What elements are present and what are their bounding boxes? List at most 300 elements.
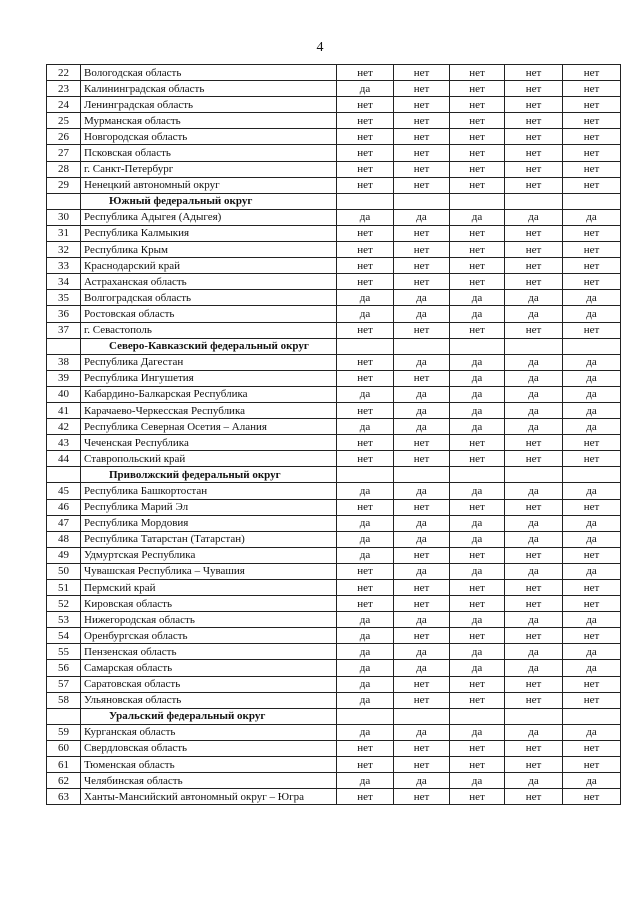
value-cell: да bbox=[505, 660, 563, 676]
district-empty-cell bbox=[563, 467, 621, 483]
district-empty-cell bbox=[505, 338, 563, 354]
value-cell: да bbox=[563, 563, 621, 579]
region-name: Волгоградская область bbox=[81, 290, 337, 306]
value-cell: да bbox=[394, 724, 450, 740]
value-cell: да bbox=[337, 531, 394, 547]
table-row bbox=[47, 113, 621, 129]
region-name: Кировская область bbox=[81, 596, 337, 612]
value-cell: нет bbox=[450, 161, 505, 177]
value-cell: нет bbox=[563, 225, 621, 241]
region-name: г. Санкт-Петербург bbox=[81, 161, 337, 177]
value-cell: нет bbox=[394, 97, 450, 113]
value-cell: нет bbox=[450, 129, 505, 145]
table-row bbox=[47, 97, 621, 113]
value-cell: нет bbox=[563, 242, 621, 258]
value-cell: нет bbox=[563, 692, 621, 708]
region-name: Ленинградская область bbox=[81, 97, 337, 113]
value-cell: да bbox=[563, 419, 621, 435]
table-row bbox=[47, 290, 621, 306]
region-name: Курганская область bbox=[81, 724, 337, 740]
row-number: 31 bbox=[47, 225, 81, 241]
value-cell: да bbox=[394, 515, 450, 531]
value-cell: да bbox=[450, 515, 505, 531]
table-row bbox=[47, 757, 621, 773]
table-row bbox=[47, 402, 621, 418]
value-cell: нет bbox=[337, 402, 394, 418]
value-cell: нет bbox=[337, 97, 394, 113]
value-cell: да bbox=[394, 773, 450, 789]
value-cell: нет bbox=[337, 177, 394, 193]
value-cell: нет bbox=[394, 740, 450, 756]
row-number: 59 bbox=[47, 724, 81, 740]
value-cell: да bbox=[563, 773, 621, 789]
region-name: Ненецкий автономный округ bbox=[81, 177, 337, 193]
region-name: Республика Марий Эл bbox=[81, 499, 337, 515]
table-row bbox=[47, 612, 621, 628]
value-cell: нет bbox=[450, 740, 505, 756]
row-number: 62 bbox=[47, 773, 81, 789]
region-name: Калининградская область bbox=[81, 81, 337, 97]
region-name: Нижегородская область bbox=[81, 612, 337, 628]
row-number: 38 bbox=[47, 354, 81, 370]
row-number: 43 bbox=[47, 435, 81, 451]
value-cell: да bbox=[563, 386, 621, 402]
row-number: 50 bbox=[47, 563, 81, 579]
table-row bbox=[47, 161, 621, 177]
value-cell: нет bbox=[337, 451, 394, 467]
value-cell: нет bbox=[505, 757, 563, 773]
row-number: 41 bbox=[47, 402, 81, 418]
value-cell: да bbox=[563, 531, 621, 547]
row-number: 48 bbox=[47, 531, 81, 547]
value-cell: да bbox=[337, 209, 394, 225]
row-number: 61 bbox=[47, 757, 81, 773]
value-cell: да bbox=[450, 644, 505, 660]
regions-table bbox=[46, 64, 621, 805]
district-empty-cell bbox=[563, 338, 621, 354]
value-cell: нет bbox=[450, 435, 505, 451]
value-cell: нет bbox=[394, 628, 450, 644]
value-cell: нет bbox=[505, 692, 563, 708]
value-cell: нет bbox=[563, 580, 621, 596]
table-row bbox=[47, 628, 621, 644]
value-cell: да bbox=[505, 370, 563, 386]
table-row bbox=[47, 386, 621, 402]
value-cell: да bbox=[394, 306, 450, 322]
value-cell: нет bbox=[450, 113, 505, 129]
value-cell: нет bbox=[337, 354, 394, 370]
table-row bbox=[47, 81, 621, 97]
value-cell: да bbox=[337, 644, 394, 660]
region-name: Чеченская Республика bbox=[81, 435, 337, 451]
value-cell: нет bbox=[450, 145, 505, 161]
value-cell: нет bbox=[337, 322, 394, 338]
region-name: Республика Мордовия bbox=[81, 515, 337, 531]
district-empty-cell bbox=[450, 338, 505, 354]
row-number: 37 bbox=[47, 322, 81, 338]
value-cell: нет bbox=[450, 676, 505, 692]
region-name: Республика Калмыкия bbox=[81, 225, 337, 241]
value-cell: нет bbox=[563, 596, 621, 612]
table-row bbox=[47, 145, 621, 161]
district-empty-cell bbox=[450, 708, 505, 724]
table-row bbox=[47, 435, 621, 451]
row-number: 22 bbox=[47, 65, 81, 81]
value-cell: нет bbox=[563, 81, 621, 97]
value-cell: нет bbox=[337, 242, 394, 258]
region-name: Челябинская область bbox=[81, 773, 337, 789]
table-row bbox=[47, 596, 621, 612]
row-number: 63 bbox=[47, 789, 81, 805]
value-cell: да bbox=[563, 644, 621, 660]
value-cell: нет bbox=[563, 161, 621, 177]
district-header-row bbox=[47, 338, 621, 354]
value-cell: нет bbox=[337, 65, 394, 81]
value-cell: да bbox=[450, 386, 505, 402]
value-cell: нет bbox=[394, 177, 450, 193]
value-cell: нет bbox=[394, 322, 450, 338]
value-cell: нет bbox=[505, 499, 563, 515]
page-number: 4 bbox=[316, 40, 324, 55]
row-number: 55 bbox=[47, 644, 81, 660]
region-name: Республика Адыгея (Адыгея) bbox=[81, 209, 337, 225]
value-cell: да bbox=[394, 644, 450, 660]
value-cell: да bbox=[505, 612, 563, 628]
value-cell: да bbox=[394, 612, 450, 628]
value-cell: да bbox=[394, 531, 450, 547]
region-name: Краснодарский край bbox=[81, 258, 337, 274]
region-name: Саратовская область bbox=[81, 676, 337, 692]
value-cell: нет bbox=[337, 596, 394, 612]
value-cell: да bbox=[505, 724, 563, 740]
value-cell: нет bbox=[505, 547, 563, 563]
value-cell: нет bbox=[394, 789, 450, 805]
row-number: 42 bbox=[47, 419, 81, 435]
value-cell: нет bbox=[450, 274, 505, 290]
region-name: Астраханская область bbox=[81, 274, 337, 290]
row-number: 36 bbox=[47, 306, 81, 322]
value-cell: нет bbox=[450, 322, 505, 338]
district-empty-cell bbox=[394, 467, 450, 483]
row-number: 51 bbox=[47, 580, 81, 596]
table-row bbox=[47, 692, 621, 708]
value-cell: нет bbox=[505, 676, 563, 692]
value-cell: нет bbox=[450, 65, 505, 81]
value-cell: нет bbox=[394, 692, 450, 708]
value-cell: нет bbox=[505, 435, 563, 451]
value-cell: да bbox=[563, 370, 621, 386]
region-name: Самарская область bbox=[81, 660, 337, 676]
row-number: 35 bbox=[47, 290, 81, 306]
value-cell: нет bbox=[394, 274, 450, 290]
value-cell: да bbox=[450, 563, 505, 579]
value-cell: нет bbox=[337, 757, 394, 773]
value-cell: да bbox=[563, 660, 621, 676]
table-row bbox=[47, 225, 621, 241]
district-empty-cell bbox=[563, 193, 621, 209]
row-number: 32 bbox=[47, 242, 81, 258]
value-cell: нет bbox=[394, 499, 450, 515]
value-cell: нет bbox=[450, 451, 505, 467]
district-number-cell bbox=[47, 193, 81, 209]
value-cell: да bbox=[450, 402, 505, 418]
table-row bbox=[47, 563, 621, 579]
region-name: г. Севастополь bbox=[81, 322, 337, 338]
value-cell: нет bbox=[450, 499, 505, 515]
value-cell: да bbox=[394, 402, 450, 418]
value-cell: нет bbox=[563, 258, 621, 274]
row-number: 60 bbox=[47, 740, 81, 756]
region-name: Республика Крым bbox=[81, 242, 337, 258]
value-cell: да bbox=[563, 209, 621, 225]
value-cell: нет bbox=[563, 65, 621, 81]
value-cell: нет bbox=[505, 145, 563, 161]
value-cell: нет bbox=[450, 692, 505, 708]
value-cell: нет bbox=[337, 563, 394, 579]
value-cell: нет bbox=[450, 580, 505, 596]
table-row bbox=[47, 789, 621, 805]
value-cell: нет bbox=[505, 129, 563, 145]
value-cell: да bbox=[450, 354, 505, 370]
value-cell: нет bbox=[450, 789, 505, 805]
table-row bbox=[47, 580, 621, 596]
value-cell: нет bbox=[563, 740, 621, 756]
region-name: Ростовская область bbox=[81, 306, 337, 322]
district-number-cell bbox=[47, 708, 81, 724]
row-number: 40 bbox=[47, 386, 81, 402]
value-cell: нет bbox=[563, 274, 621, 290]
value-cell: нет bbox=[337, 499, 394, 515]
table-row bbox=[47, 209, 621, 225]
region-name: Республика Дагестан bbox=[81, 354, 337, 370]
region-name: Ульяновская область bbox=[81, 692, 337, 708]
value-cell: нет bbox=[505, 113, 563, 129]
value-cell: да bbox=[505, 290, 563, 306]
value-cell: да bbox=[337, 660, 394, 676]
value-cell: да bbox=[337, 676, 394, 692]
row-number: 25 bbox=[47, 113, 81, 129]
row-number: 23 bbox=[47, 81, 81, 97]
value-cell: да bbox=[394, 209, 450, 225]
value-cell: нет bbox=[394, 113, 450, 129]
value-cell: нет bbox=[337, 145, 394, 161]
region-name: Псковская область bbox=[81, 145, 337, 161]
region-name: Республика Татарстан (Татарстан) bbox=[81, 531, 337, 547]
value-cell: нет bbox=[563, 789, 621, 805]
row-number: 56 bbox=[47, 660, 81, 676]
district-empty-cell bbox=[337, 338, 394, 354]
value-cell: да bbox=[450, 290, 505, 306]
value-cell: да bbox=[394, 354, 450, 370]
value-cell: нет bbox=[563, 177, 621, 193]
value-cell: нет bbox=[337, 225, 394, 241]
value-cell: нет bbox=[394, 65, 450, 81]
value-cell: нет bbox=[337, 789, 394, 805]
value-cell: нет bbox=[563, 757, 621, 773]
table-row bbox=[47, 660, 621, 676]
value-cell: да bbox=[450, 419, 505, 435]
value-cell: нет bbox=[394, 81, 450, 97]
value-cell: да bbox=[337, 724, 394, 740]
value-cell: да bbox=[394, 483, 450, 499]
value-cell: да bbox=[337, 612, 394, 628]
value-cell: да bbox=[337, 628, 394, 644]
district-empty-cell bbox=[450, 193, 505, 209]
value-cell: да bbox=[505, 419, 563, 435]
row-number: 29 bbox=[47, 177, 81, 193]
table-row bbox=[47, 322, 621, 338]
value-cell: нет bbox=[394, 242, 450, 258]
value-cell: да bbox=[394, 660, 450, 676]
region-name: Пермский край bbox=[81, 580, 337, 596]
district-empty-cell bbox=[337, 193, 394, 209]
region-name: Карачаево-Черкесская Республика bbox=[81, 402, 337, 418]
value-cell: да bbox=[563, 483, 621, 499]
row-number: 53 bbox=[47, 612, 81, 628]
table-row bbox=[47, 419, 621, 435]
value-cell: нет bbox=[337, 258, 394, 274]
value-cell: нет bbox=[505, 81, 563, 97]
value-cell: нет bbox=[394, 161, 450, 177]
value-cell: нет bbox=[505, 97, 563, 113]
district-name: Северо-Кавказский федеральный округ bbox=[81, 338, 337, 354]
value-cell: нет bbox=[563, 129, 621, 145]
value-cell: да bbox=[450, 209, 505, 225]
value-cell: нет bbox=[563, 451, 621, 467]
value-cell: нет bbox=[450, 628, 505, 644]
region-name: Ставропольский край bbox=[81, 451, 337, 467]
value-cell: нет bbox=[394, 757, 450, 773]
district-empty-cell bbox=[505, 193, 563, 209]
table-row bbox=[47, 242, 621, 258]
value-cell: нет bbox=[450, 242, 505, 258]
region-name: Тюменская область bbox=[81, 757, 337, 773]
district-name: Приволжский федеральный округ bbox=[81, 467, 337, 483]
value-cell: нет bbox=[505, 274, 563, 290]
value-cell: да bbox=[337, 692, 394, 708]
value-cell: нет bbox=[563, 322, 621, 338]
value-cell: да bbox=[337, 419, 394, 435]
district-empty-cell bbox=[394, 708, 450, 724]
value-cell: нет bbox=[505, 628, 563, 644]
value-cell: да bbox=[450, 773, 505, 789]
value-cell: нет bbox=[394, 676, 450, 692]
district-name: Уральский федеральный округ bbox=[81, 708, 337, 724]
value-cell: да bbox=[505, 483, 563, 499]
table-row bbox=[47, 531, 621, 547]
value-cell: нет bbox=[394, 580, 450, 596]
district-header-row bbox=[47, 467, 621, 483]
value-cell: нет bbox=[563, 97, 621, 113]
value-cell: нет bbox=[505, 65, 563, 81]
value-cell: нет bbox=[505, 789, 563, 805]
value-cell: нет bbox=[505, 322, 563, 338]
value-cell: нет bbox=[450, 547, 505, 563]
district-empty-cell bbox=[394, 338, 450, 354]
value-cell: нет bbox=[337, 435, 394, 451]
value-cell: нет bbox=[505, 242, 563, 258]
row-number: 27 bbox=[47, 145, 81, 161]
value-cell: да bbox=[505, 402, 563, 418]
row-number: 34 bbox=[47, 274, 81, 290]
row-number: 33 bbox=[47, 258, 81, 274]
row-number: 39 bbox=[47, 370, 81, 386]
row-number: 58 bbox=[47, 692, 81, 708]
value-cell: нет bbox=[394, 129, 450, 145]
table-row bbox=[47, 370, 621, 386]
district-empty-cell bbox=[394, 193, 450, 209]
value-cell: да bbox=[450, 370, 505, 386]
table-row bbox=[47, 547, 621, 563]
row-number: 30 bbox=[47, 209, 81, 225]
table-row bbox=[47, 740, 621, 756]
value-cell: нет bbox=[450, 225, 505, 241]
value-cell: да bbox=[505, 386, 563, 402]
table-row bbox=[47, 515, 621, 531]
value-cell: да bbox=[505, 515, 563, 531]
value-cell: да bbox=[450, 660, 505, 676]
table-row bbox=[47, 644, 621, 660]
table-row bbox=[47, 773, 621, 789]
value-cell: да bbox=[394, 290, 450, 306]
region-name: Республика Ингушетия bbox=[81, 370, 337, 386]
value-cell: да bbox=[563, 306, 621, 322]
value-cell: нет bbox=[450, 258, 505, 274]
value-cell: нет bbox=[563, 113, 621, 129]
table-row bbox=[47, 258, 621, 274]
value-cell: нет bbox=[394, 547, 450, 563]
value-cell: да bbox=[505, 209, 563, 225]
value-cell: да bbox=[337, 290, 394, 306]
value-cell: да bbox=[505, 644, 563, 660]
value-cell: да bbox=[563, 515, 621, 531]
table-row bbox=[47, 483, 621, 499]
value-cell: нет bbox=[563, 435, 621, 451]
value-cell: нет bbox=[337, 740, 394, 756]
region-name: Мурманская область bbox=[81, 113, 337, 129]
value-cell: да bbox=[337, 386, 394, 402]
row-number: 44 bbox=[47, 451, 81, 467]
table-row bbox=[47, 676, 621, 692]
value-cell: нет bbox=[505, 225, 563, 241]
value-cell: нет bbox=[505, 258, 563, 274]
value-cell: да bbox=[563, 290, 621, 306]
value-cell: да bbox=[563, 724, 621, 740]
value-cell: нет bbox=[394, 145, 450, 161]
table-row bbox=[47, 724, 621, 740]
value-cell: да bbox=[563, 402, 621, 418]
region-name: Новгородская область bbox=[81, 129, 337, 145]
value-cell: нет bbox=[505, 177, 563, 193]
district-header-row bbox=[47, 708, 621, 724]
district-empty-cell bbox=[505, 708, 563, 724]
row-number: 24 bbox=[47, 97, 81, 113]
value-cell: да bbox=[337, 773, 394, 789]
value-cell: нет bbox=[450, 97, 505, 113]
value-cell: да bbox=[450, 306, 505, 322]
value-cell: да bbox=[337, 306, 394, 322]
value-cell: нет bbox=[394, 451, 450, 467]
row-number: 46 bbox=[47, 499, 81, 515]
value-cell: нет bbox=[337, 161, 394, 177]
value-cell: да bbox=[337, 515, 394, 531]
value-cell: нет bbox=[563, 676, 621, 692]
row-number: 28 bbox=[47, 161, 81, 177]
region-name: Кабардино-Балкарская Республика bbox=[81, 386, 337, 402]
value-cell: нет bbox=[337, 580, 394, 596]
value-cell: да bbox=[450, 483, 505, 499]
regions-table-body bbox=[47, 65, 621, 805]
